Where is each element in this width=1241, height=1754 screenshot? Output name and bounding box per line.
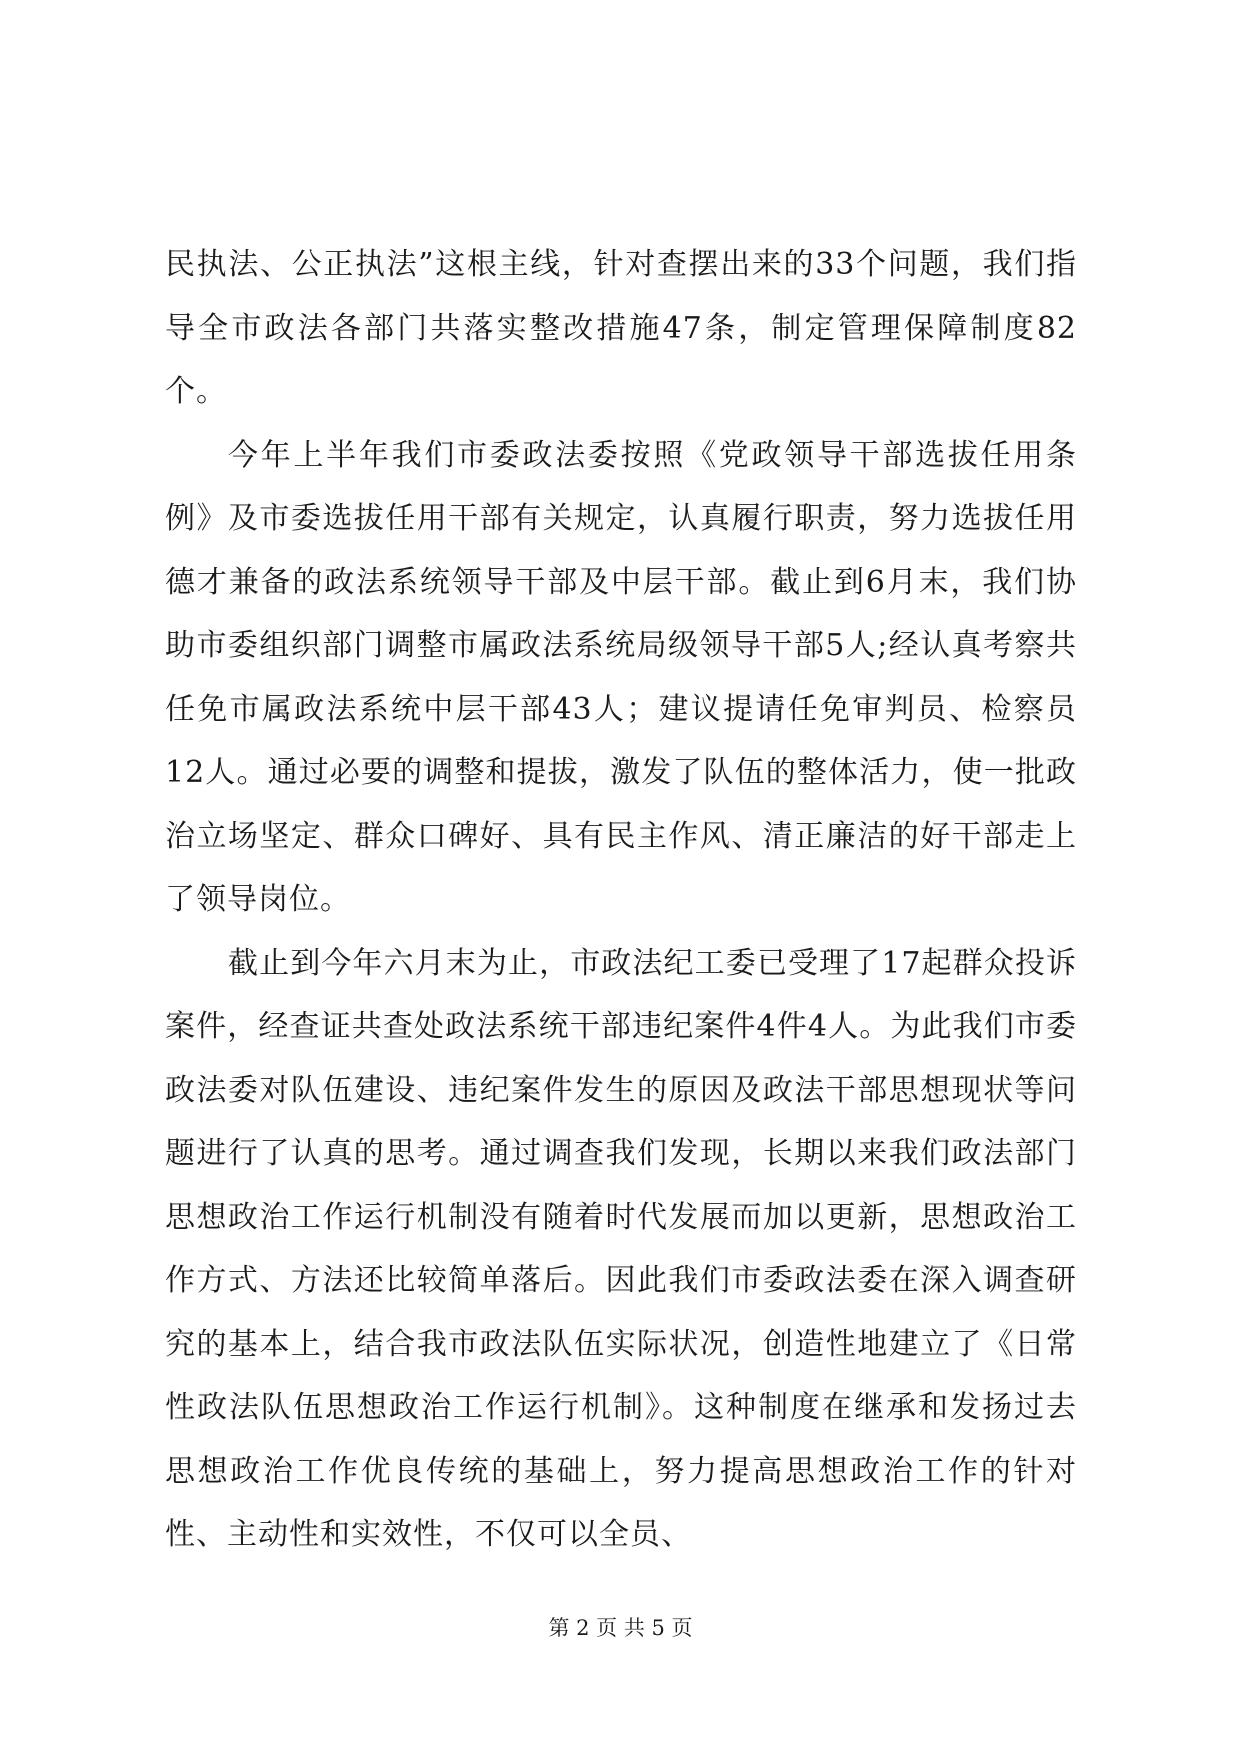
paragraph-3: 截止到今年六月末为止，市政法纪工委已受理了17起群众投诉案件，经查证共查处政法系统干部违纪案件4件4人。为此我们市委政法委对队伍建设、违纪案件发生的原因及政法干部思想现状等问题进行了认真的思考。通过调查我们发现，长期以来我们政法部门思想政治工作运行机制没有随着时代发展而加以更新，思想政治工作方式、方法还比较简单落后。因此我们市委政法委在深入调查研究的基本上，结合我市政法队伍实际状况，创造性地建立了《日常性政法队伍思想政治工作运行机制》。这种制度在继承和发扬过去思想政治工作优良传统的基础上，努力提高思想政治工作的针对性、主动性和实效性，不仅可以全员、 — [165, 945, 1077, 1552]
paragraph-2: 今年上半年我们市委政法委按照《党政领导干部选拔任用条例》及市委选拔任用干部有关规定，认真履行职责，努力选拔任用德才兼备的政法系统领导干部及中层干部。截止到6月末，我们协助市委组织部门调整市属政法系统局级领导干部5人;经认真考察共任免市属政法系统中层干部43人；建议提请任免审判员、检察员12人。通过必要的调整和提拔，激发了队伍的整体活力，使一批政治立场坚定、群众口碑好、具有民主作风、清正廉洁的好干部走上了领导岗位。 — [165, 437, 1077, 917]
document-body — [165, 233, 1077, 1567]
page-footer: 第 2 页 共 5 页 — [548, 1616, 693, 1640]
paragraph-1: 民执法、公正执法”这根主线，针对查摆出来的33个问题，我们指导全市政法各部门共落实整改措施47条，制定管理保障制度82个。 — [165, 247, 1077, 409]
